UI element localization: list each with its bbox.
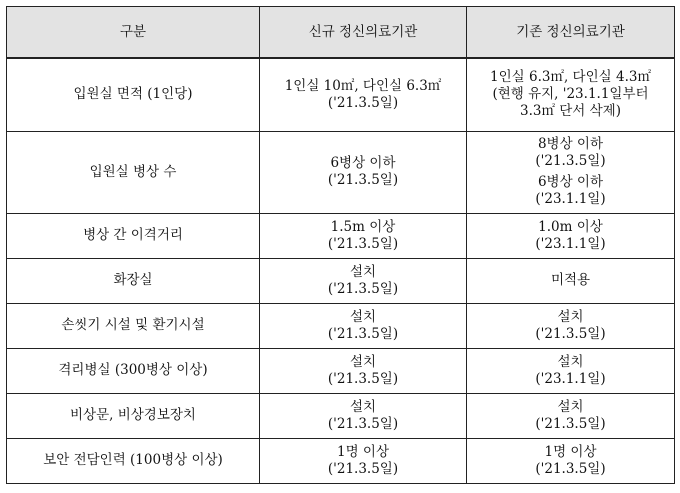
cell-line: 설치	[349, 353, 377, 370]
row-category-cell: 보안 전담인력 (100병상 이상)	[7, 438, 260, 483]
cell-line: 6병상 이하	[330, 155, 396, 171]
new-institution-cell	[260, 303, 467, 348]
cell-line: ('21.3.5일)	[327, 280, 399, 297]
new-institution-cell	[260, 393, 467, 438]
row-category-cell: 입원실 병상 수	[7, 131, 260, 213]
cell-line: ('23.1.1일)	[535, 235, 606, 252]
table-row	[7, 348, 675, 393]
table-row	[7, 213, 675, 258]
existing-institution-cell	[467, 131, 675, 213]
header-new-institution: 신규 정신의료기관	[260, 7, 467, 59]
cell-line: ('21.3.5일)	[535, 415, 606, 432]
cell-line: ('21.3.5일)	[327, 172, 399, 188]
table-row	[7, 58, 675, 131]
cell-line: 설치	[557, 353, 584, 370]
existing-institution-cell	[467, 258, 675, 303]
cell-line: 1인실 10㎡, 다인실 6.3㎡	[284, 77, 442, 94]
new-institution-cell	[260, 213, 467, 258]
new-institution-cell	[260, 58, 467, 131]
cell-line: 6병상 이하	[537, 174, 604, 190]
table-row	[7, 303, 675, 348]
cell-line: ('21.3.5일)	[327, 370, 399, 387]
cell-line: 미적용	[550, 272, 591, 288]
row-category-cell: 비상문, 비상경보장치	[7, 393, 260, 438]
cell-line: ('23.1.1일)	[535, 191, 606, 207]
cell-line: 설치	[557, 308, 584, 325]
cell-line: 설치	[349, 398, 377, 415]
table-row	[7, 258, 675, 303]
cell-line: ('21.3.5일)	[535, 325, 606, 342]
cell-line: 1명 이상	[336, 443, 389, 460]
existing-institution-cell	[467, 348, 675, 393]
cell-line: ('21.3.5일)	[327, 415, 399, 432]
row-category-cell: 병상 간 이격거리	[7, 213, 260, 258]
facility-standards-table	[6, 6, 675, 484]
existing-institution-cell	[467, 303, 675, 348]
cell-line: ('21.3.5일)	[327, 235, 399, 252]
new-institution-cell	[260, 258, 467, 303]
cell-line: (현행 유지, '23.1.1일부터	[492, 86, 649, 103]
cell-line: ('21.3.5일)	[327, 460, 399, 477]
cell-line: 3.3㎡ 단서 삭제)	[520, 103, 621, 120]
row-category-cell: 격리병실 (300병상 이상)	[7, 348, 260, 393]
cell-line: 1인실 6.3㎡, 다인실 4.3㎡	[490, 69, 651, 86]
new-institution-cell	[260, 348, 467, 393]
cell-line: 1.5m 이상	[330, 218, 396, 235]
existing-institution-cell	[467, 213, 675, 258]
row-category-cell: 입원실 면적 (1인당)	[7, 58, 260, 131]
cell-line: 설치	[349, 308, 377, 325]
header-existing-institution: 기존 정신의료기관	[467, 7, 675, 59]
new-institution-cell	[260, 438, 467, 483]
cell-line: 8병상 이하	[537, 136, 604, 152]
cell-line: ('23.1.1일)	[535, 370, 606, 387]
table-row	[7, 438, 675, 483]
cell-line: 1명 이상	[544, 443, 597, 460]
table-row	[7, 131, 675, 213]
cell-line: ('21.3.5일)	[535, 153, 606, 169]
cell-line: 1.0m 이상	[538, 218, 603, 235]
cell-line: 설치	[349, 263, 377, 280]
cell-line: 설치	[557, 398, 584, 415]
table-header-row	[7, 7, 675, 59]
cell-line: ('21.3.5일)	[535, 460, 606, 477]
cell-line: ('21.3.5일)	[327, 325, 399, 342]
existing-institution-cell	[467, 58, 675, 131]
existing-institution-cell	[467, 438, 675, 483]
row-category-cell: 손씻기 시설 및 환기시설	[7, 303, 260, 348]
new-institution-cell	[260, 131, 467, 213]
header-category: 구분	[7, 7, 260, 59]
existing-institution-cell	[467, 393, 675, 438]
row-category-cell: 화장실	[7, 258, 260, 303]
table-row	[7, 393, 675, 438]
cell-line: ('21.3.5일)	[327, 94, 399, 111]
